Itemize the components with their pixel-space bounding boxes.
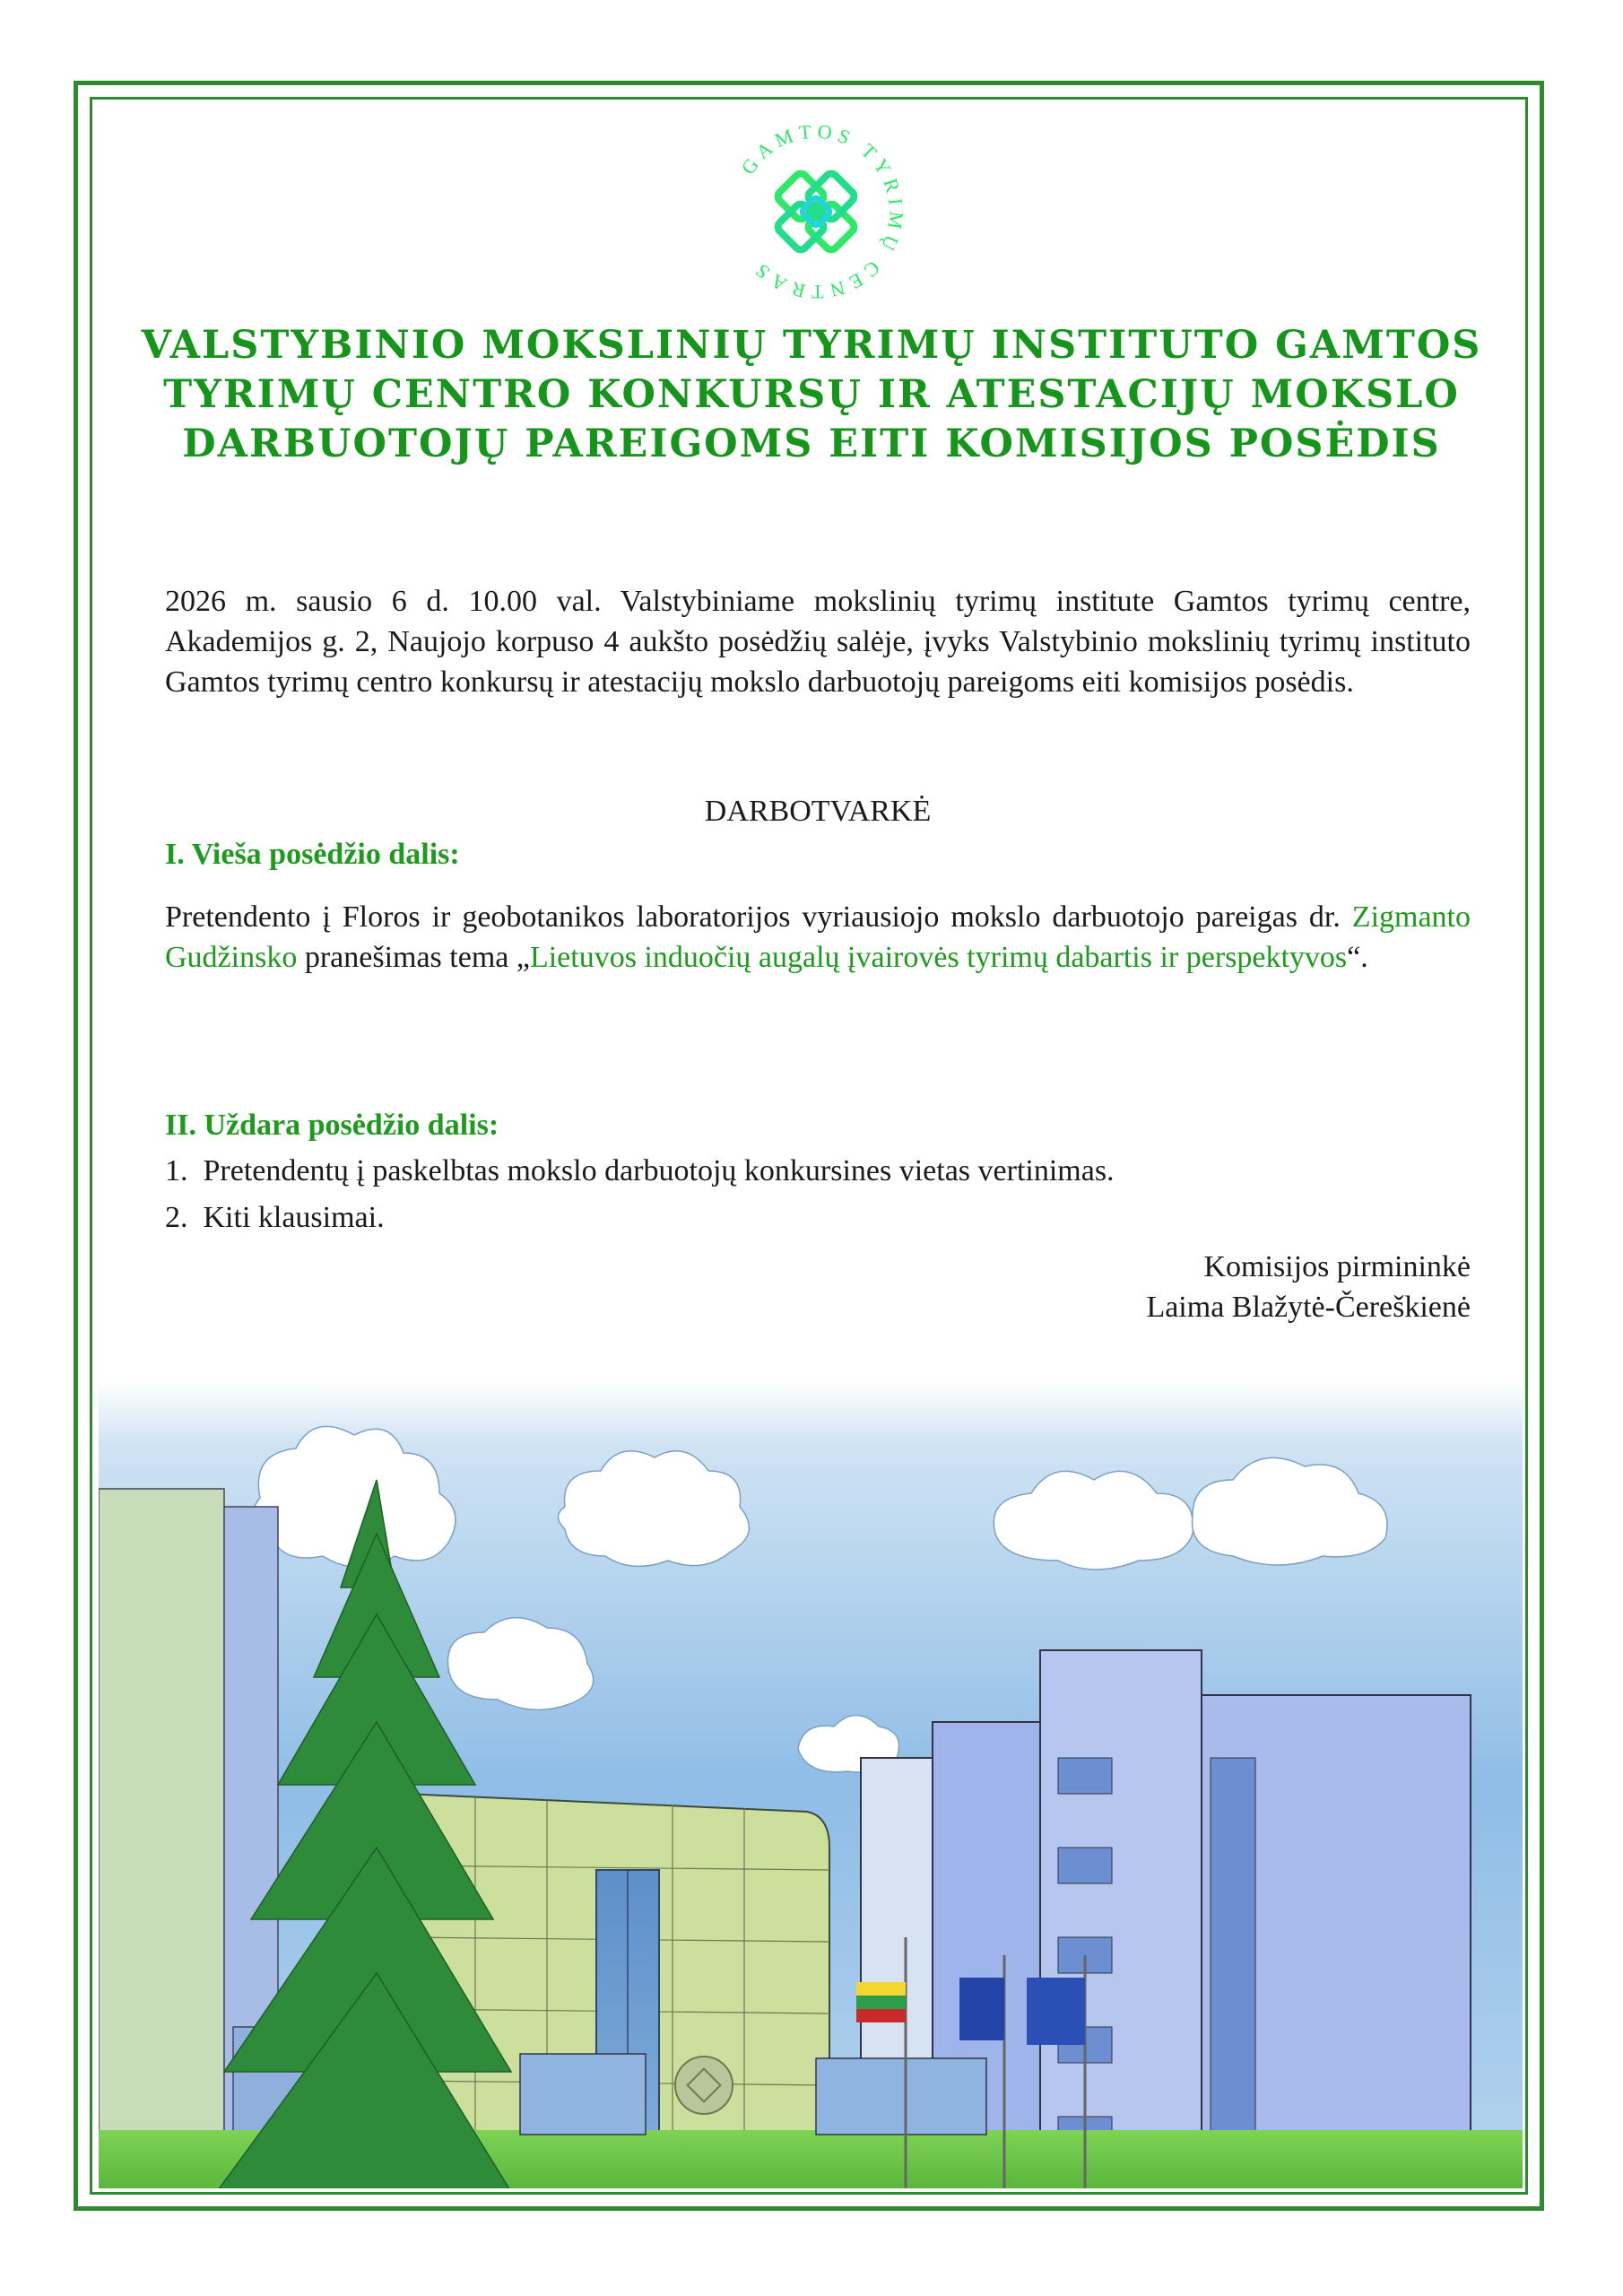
signature-role: Komisijos pirmininkė [1203,1250,1471,1283]
institute-flag [1027,1978,1085,2045]
signature-block [165,1247,1471,1327]
list-item: 2. Kiti klausimai. [165,1201,385,1234]
building-illustration [99,1381,1523,2188]
speaker-name: Zigmanto Gudžinsko [165,900,1471,974]
logo-knot-icon [728,124,904,300]
title-line: DARBUOTOJŲ PAREIGOMS EITI KOMISIJOS POSĖDIS [182,422,1441,466]
list-item: 1. Pretendentų į paskelbtas mokslo darbuotojų konkursines vietas vertinimas. [165,1154,1115,1187]
section-1-text-before: Pretendento į Floros ir geobotanikos laboratorijos vyriausiojo mokslo darbuotojo pareigas dr. [165,900,1352,934]
intro-text: 2026 m. sausio 6 d. 10.00 val. Valstybiniame mokslinių tyrimų institute Gamtos tyrimų centre, Akademijos g. 2, Naujojo korpuso 4 aukšto posėdžių salėje, įvyks Valstybinio mokslinių tyrimų instituto Gamtos tyrimų centro konkursų ir atestacijų mokslo darbuotojų pareigoms eiti komisijos posėdis. [165,585,1471,699]
intro-paragraph [165,581,1471,702]
section-2-list [165,1151,1471,1244]
document-title [99,321,1524,469]
section-1-title: I. Vieša posėdžio dalis: [165,838,460,871]
section-1-text-middle: pranešimas tema „ [297,941,530,974]
title-line: VALSTYBINIO MOKSLINIŲ TYRIMŲ INSTITUTO GAMTOS [141,323,1482,368]
eu-flag [959,1978,1004,2040]
presentation-topic: Lietuvos induočių augalų įvairovės tyrimų dabartis ir perspektyvos [529,941,1348,974]
title-line: TYRIMŲ CENTRO KONKURSŲ IR ATESTACIJŲ MOKSLO [163,372,1460,417]
lithuanian-flag [856,1982,906,2022]
wall-emblem [675,2057,733,2114]
institution-logo [728,124,904,300]
section-1-text [165,897,1471,978]
signature-name: Laima Blažytė-Čereškienė [1146,1291,1471,1324]
logo-text: GAMTOS TYR Ų CENTRAS [736,124,904,300]
section-1-text-after: “. [1347,941,1368,974]
building-illustration-image [99,1381,1523,2188]
agenda-heading: DARBOTVARKĖ [704,795,932,828]
section-2-title: II. Uždara posėdžio dalis: [165,1109,499,1142]
